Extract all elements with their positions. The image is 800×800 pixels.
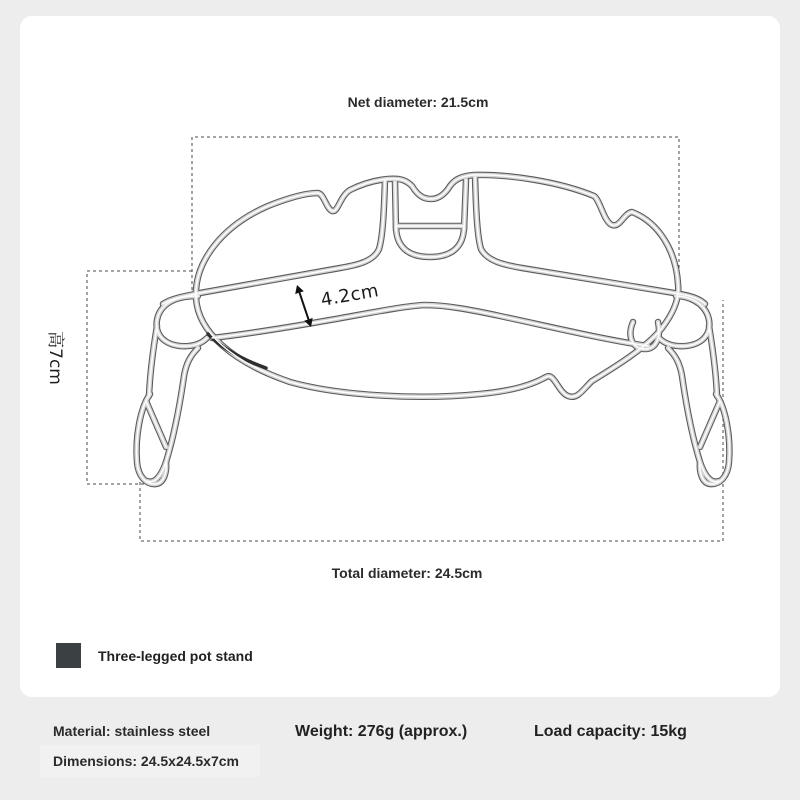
left-foot-brace-wire-shine xyxy=(146,401,166,447)
center-support-loop-wire-body xyxy=(396,226,464,257)
spec-weight: Weight: 276g (approx.) xyxy=(295,723,468,740)
lower-brace-wire-body xyxy=(212,305,648,346)
spec-dimensions: Dimensions: 24.5x24.5x7cm xyxy=(53,753,239,769)
left-support-bar-wire-shine xyxy=(395,182,396,230)
legend-swatch xyxy=(56,643,81,668)
wire-shine-layer xyxy=(137,175,730,484)
top-ring-front-wire-body xyxy=(196,298,662,397)
gap-measure-arrow xyxy=(295,285,313,327)
right-foot-brace-wire-shine xyxy=(700,401,720,447)
legend-label: Three-legged pot stand xyxy=(98,648,253,664)
wire-body-layer xyxy=(137,175,730,484)
lower-brace-wire-outline xyxy=(212,305,648,346)
height-label: 高7cm xyxy=(45,331,65,385)
wire-outline-layer xyxy=(137,175,730,484)
gap-measure-line xyxy=(300,293,309,320)
total-diameter-label: Total diameter: 24.5cm xyxy=(331,565,483,581)
spec-material: Material: stainless steel xyxy=(53,723,211,739)
net-diameter-label: Net diameter: 21.5cm xyxy=(347,94,489,110)
support-gap-label: 4.2cm xyxy=(319,280,381,311)
spec-load-capacity: Load capacity: 15kg xyxy=(534,723,687,740)
lower-brace-wire-shine xyxy=(212,305,648,346)
dimension-guides xyxy=(87,137,723,541)
